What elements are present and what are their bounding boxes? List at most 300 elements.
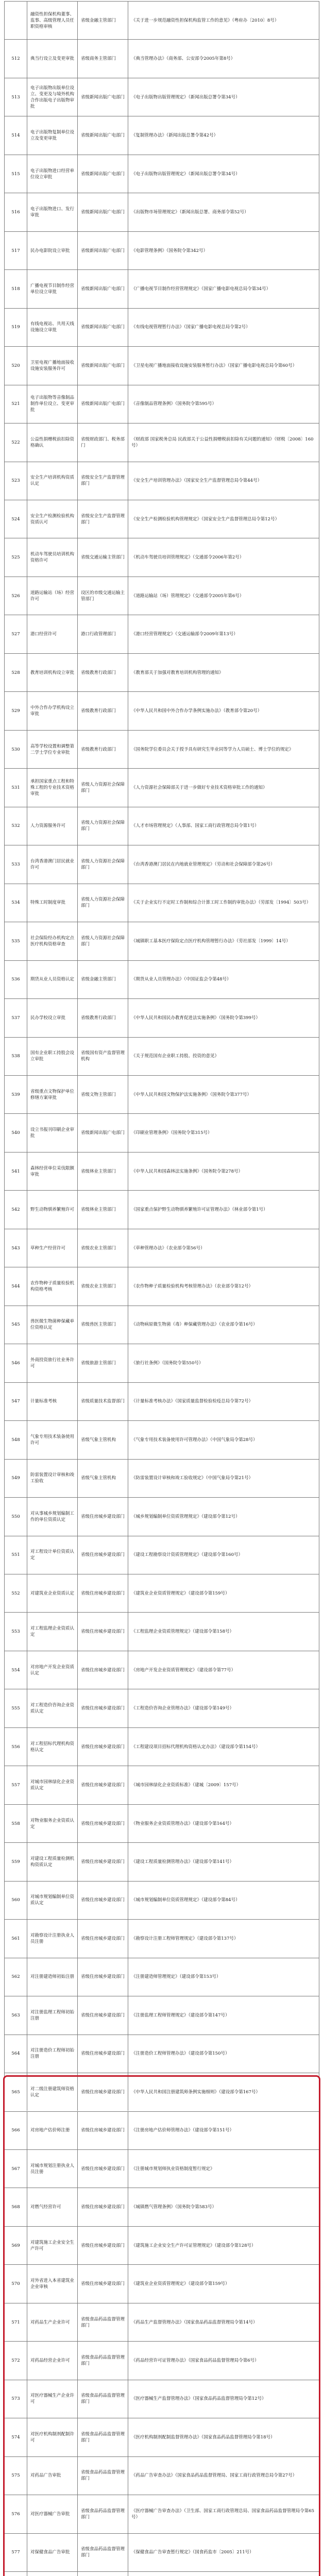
legal-basis: 《关于规范国有企业职工持股、投资的意见》 [131, 1054, 219, 1059]
table-row [4, 615, 319, 653]
item-name: 对医疗机构制剂配制许可 [27, 2418, 78, 2456]
table-row [4, 116, 319, 154]
legal-basis: 《中华人民共和国森林法实施条例》（国务院令第278号） [131, 1168, 243, 1174]
item-name: 期货从业人员资格认定 [27, 961, 78, 998]
row-number: 530 [5, 731, 27, 768]
item-name: 承担国家重点工程和特殊工程的专业技术资格审批 [27, 769, 78, 806]
row-number: 516 [5, 193, 27, 231]
item-name: 电子出版物等音像制品制作单位设立、变更审批 [27, 385, 78, 423]
item-name: 计量标准考核 [27, 1383, 78, 1420]
department: 省级教育行政部门 [78, 654, 128, 691]
department: 省级商务主管部门 [78, 40, 128, 77]
department: 省级住房城乡建设部门 [78, 1843, 128, 1880]
department: 省级住房城乡建设部门 [78, 2227, 128, 2264]
legal-basis: 《农作物种子质量检验机构考核管理办法》（农业部令第12号） [131, 1284, 253, 1290]
item-name: 对城市园林绿化企业资质认定 [27, 1766, 78, 1804]
table-row [4, 2226, 319, 2264]
department: 省级住房城乡建设部门 [78, 1882, 128, 1919]
legal-basis: 《国务院学位委员会关于授予具有研究生毕业同等学力人员硕士、博士学位的规定》 [131, 747, 294, 752]
table-row [4, 884, 319, 922]
department: 省级住房城乡建设部门 [78, 1651, 128, 1689]
department: 省级新闻出版广电部门 [78, 155, 128, 193]
item-name: 气象专用技术装备使用许可 [27, 1421, 78, 1459]
department: 省级食品药品监督管理部门 [78, 2380, 128, 2418]
item-name: 对二级注册建筑师资格认定 [27, 2073, 78, 2111]
item-name: 道路运输站（场）经营许可 [27, 577, 78, 615]
table-row [4, 1766, 319, 1804]
row-number: 517 [5, 232, 27, 269]
legal-basis: 《动物病原微生物菌（毒）种保藏管理办法》（农业部令第16号） [131, 1322, 258, 1328]
table-row [4, 1, 319, 39]
legal-basis: 《中华人民共和国民办教育促进法实施条例》（国务院令第399号） [131, 1015, 260, 1021]
table-row [4, 1727, 319, 1766]
row-number: 574 [5, 2418, 27, 2456]
legal-basis: 《台湾香港澳门居民在内地就业管理规定》（劳动和社会保障部令第26号） [131, 861, 275, 867]
department: 设区的市级交通运输主管部门 [78, 577, 128, 615]
table-row [4, 2149, 319, 2188]
legal-basis: 《电影管理条例》（国务院令第342号） [131, 248, 208, 253]
department: 省级食品药品监督管理部门 [78, 2418, 128, 2456]
table-row [4, 78, 319, 116]
item-name: 对城市规划注册执业人员注册 [27, 2150, 78, 2188]
legal-basis: 《保健食品广告审查暂行规定》（国食药监市〔2005〕211号） [131, 2550, 254, 2555]
table-row [4, 2418, 319, 2456]
legal-basis: 《关于进一步规范融资性担保机构监管工作的意见》（粤府办〔2010〕8号） [131, 18, 279, 23]
row-number: 571 [5, 2303, 27, 2341]
legal-basis: 《电子出版物出版管理规定》（新闻出版总署令第34号） [131, 171, 240, 177]
row-number: 553 [5, 1613, 27, 1650]
item-name: 对建设工程质量检测机构资质认定 [27, 1843, 78, 1880]
item-name: 对工程监理企业资质认定 [27, 1613, 78, 1650]
department: 省级住房城乡建设部门 [78, 1728, 128, 1766]
legal-basis: 《医疗器械广告审查办法》（卫生部、国家工商行政管理总局、国家食品药品监督管理局令第65号） [131, 2508, 315, 2520]
table-row [4, 845, 319, 883]
department: 省级气象主管机构 [78, 1460, 128, 1497]
item-name: 典当行设立及变更审批 [27, 40, 78, 77]
legal-basis: 《复制管理办法》（新闻出版总署令第42号） [131, 133, 218, 139]
department: 省级人力资源社会保障部门 [78, 769, 128, 806]
row-number: 545 [5, 1306, 27, 1344]
department: 省级教育行政部门 [78, 692, 128, 730]
department: 省级人力资源社会保障部门 [78, 884, 128, 922]
legal-basis: 《建筑业企业资质管理规定》（建设部令第159号） [131, 2281, 230, 2287]
department: 省级教育行政部门 [78, 999, 128, 1037]
row-number: 534 [5, 884, 27, 922]
department: 省级住房城乡建设部门 [78, 1958, 128, 1996]
row-number: 526 [5, 577, 27, 615]
row-number: 515 [5, 155, 27, 193]
table-row [4, 462, 319, 500]
table-row [4, 1420, 319, 1459]
row-number: 570 [5, 2265, 27, 2302]
department: 省级农业主管部门 [78, 1267, 128, 1305]
row-number: 572 [5, 2342, 27, 2379]
item-name: 公益性捐赠税前扣除资格确认 [27, 423, 78, 461]
table-row [4, 2188, 319, 2226]
legal-basis: 《建筑施工企业安全生产许可证管理规定》（建设部令第128号） [131, 2243, 256, 2248]
department: 省级文物主管部门 [78, 1076, 128, 1113]
row-number: 561 [5, 1920, 27, 1957]
item-name: 外商投资旅行社业务许可 [27, 1344, 78, 1382]
row-number: 544 [5, 1267, 27, 1305]
row-number: 552 [5, 1574, 27, 1612]
row-number: 576 [5, 2495, 27, 2533]
department: 省级新闻出版广电部门 [78, 385, 128, 423]
row-number: 564 [5, 2035, 27, 2073]
table-row [4, 1267, 319, 1305]
table-row [4, 231, 319, 269]
legal-basis: 《工程建设项目招标代理机构资格认定办法》（建设部令第154号） [131, 1744, 260, 1750]
department: 省级住房城乡建设部门 [78, 2265, 128, 2302]
table-row [4, 1996, 319, 2034]
table-row [4, 577, 319, 615]
row-number [5, 2, 27, 39]
department: 省级住房城乡建设部门 [78, 1766, 128, 1804]
table-row [4, 1536, 319, 1574]
department: 省级兽医主管部门 [78, 1306, 128, 1344]
table-row [4, 269, 319, 308]
item-name: 对医疗器械生产企业许可 [27, 2380, 78, 2418]
item-name: 设立书报刊印刷企业审批 [27, 1114, 78, 1151]
table-row [4, 1804, 319, 1842]
row-number: 520 [5, 347, 27, 384]
legal-basis: 《医疗器械生产监督管理办法》（国家食品药品监督管理局令第12号） [131, 2396, 266, 2402]
table-row [4, 2533, 319, 2571]
row-number: 555 [5, 1689, 27, 1727]
legal-basis: 《音像制品管理条例》（国务院令第595号） [131, 401, 216, 407]
item-name: 电子出版物复制单位设立及变更审批 [27, 116, 78, 154]
legal-basis: 《财政部 国家税务总局 民政部关于公益性捐赠税前扣除有关问题的通知》（财税〔2008〕160号） [131, 436, 314, 448]
legal-basis: 《道路运输站（场）管理规定》（交通部令2005年第6号） [131, 593, 244, 599]
legal-basis: 《电子出版物出版管理规定》（新闻出版总署令第34号） [131, 94, 240, 100]
item-name: 对房地产开发企业资质认定 [27, 1651, 78, 1689]
row-number: 542 [5, 1191, 27, 1228]
legal-basis: 《关于企业实行不定时工作制和综合计算工时工作制的审批办法》（劳部发〔1994〕503号） [131, 900, 311, 906]
legal-basis: 《计量标准考核办法》（国家质量监督检验检疫总局令第72号） [131, 1399, 253, 1404]
item-name: 对工程招标代理机构资格认定 [27, 1728, 78, 1766]
row-number: 565 [5, 2073, 27, 2111]
legal-basis: 《城市规划编制单位资质管理规定》（建设部令第84号） [131, 1897, 240, 1903]
table-row [4, 1612, 319, 1650]
item-name: 对勘察设计注册执业人员注册 [27, 1920, 78, 1957]
department: 省级安全生产监督管理部门 [78, 500, 128, 538]
table-row [4, 998, 319, 1037]
legal-basis: 《有线电视管理暂行办法》（国家广播电影电视总局令第2号） [131, 325, 250, 330]
item-name: 对建筑施工企业安全生产许可 [27, 2227, 78, 2264]
row-number: 575 [5, 2457, 27, 2495]
table-row [4, 691, 319, 730]
table-row [4, 1344, 319, 1382]
table-row [4, 2264, 319, 2302]
legal-basis: 《建筑业企业资质管理规定》（建设部令第159号） [131, 1590, 230, 1596]
item-name: 草种生产经营许可 [27, 1229, 78, 1267]
table-row [4, 653, 319, 691]
row-number: 538 [5, 1038, 27, 1075]
department: 港口行政管理部门 [78, 615, 128, 653]
legal-basis: 《建设工程质量检测管理办法》（建设部令第141号） [131, 1859, 234, 1865]
table-row [4, 960, 319, 998]
legal-basis: 《国家重点保护野生动物驯养繁殖许可证管理办法》（林业部令第1号） [131, 1207, 268, 1213]
table-row [4, 346, 319, 384]
department: 省级新闻出版广电部门 [78, 116, 128, 154]
department: 省级住房城乡建设部门 [78, 1498, 128, 1535]
department: 省级食品药品监督管理部门 [78, 2303, 128, 2341]
row-number: 532 [5, 807, 27, 845]
table-row [4, 1459, 319, 1497]
legal-basis: 《建设工程勘察设计资质管理规定》（建设部令第160号） [131, 1552, 243, 1558]
item-name: 对建筑业企业资质认定 [27, 1574, 78, 1612]
row-number: 543 [5, 1229, 27, 1267]
department: 省级住房城乡建设部门 [78, 1996, 128, 2034]
row-number: 528 [5, 654, 27, 691]
row-number: 549 [5, 1460, 27, 1497]
legal-basis: 《安全生产培训管理办法》（国家安全生产监督管理总局令第44号） [131, 478, 262, 484]
table-row [4, 1574, 319, 1612]
row-number: 529 [5, 692, 27, 730]
legal-basis: 《勘察设计注册工程师管理规定》（建设部令第137号） [131, 1936, 238, 1941]
legal-basis: 《注册建造师管理规定》（建设部令第153号） [131, 1974, 221, 1980]
row-number: 554 [5, 1651, 27, 1689]
table-row [4, 1113, 319, 1151]
legal-basis: 《工程监理企业资质管理规定》（建设部令第158号） [131, 1629, 234, 1635]
department: 省级住房城乡建设部门 [78, 2150, 128, 2188]
row-number: 531 [5, 769, 27, 806]
item-name: 对工程造价咨询企业资质认定 [27, 1689, 78, 1727]
table-row [4, 1958, 319, 1996]
department: 省级食品药品监督管理部门 [78, 2534, 128, 2571]
department: 省级新闻出版广电部门 [78, 78, 128, 116]
row-number: 568 [5, 2188, 27, 2226]
department: 省级农业主管部门 [78, 1229, 128, 1267]
table-row [4, 538, 319, 576]
row-number: 550 [5, 1498, 27, 1535]
table-row [4, 385, 319, 423]
item-name: 有线电视站、共用天线设施设立审批 [27, 309, 78, 346]
item-name: 人力资源服务许可 [27, 807, 78, 845]
department: 省级国有资产监督管理机构 [78, 1038, 128, 1075]
item-name: 国有企业职工持股会设立审批 [27, 1038, 78, 1075]
item-name: 教育培训机构设立审批 [27, 654, 78, 691]
legal-basis: 《注册监理工程师管理规定》（建设部令第147号） [131, 2012, 230, 2018]
item-name: 民办电影院设立审批 [27, 232, 78, 269]
row-number: 513 [5, 78, 27, 116]
row-number: 567 [5, 2150, 27, 2188]
department: 省级住房城乡建设部门 [78, 1574, 128, 1612]
row-number [5, 2572, 27, 2576]
legal-basis: 《工程造价咨询企业管理办法》（建设部令第149号） [131, 1706, 234, 1711]
department: 省级金融主管部门 [78, 2, 128, 39]
row-number: 522 [5, 423, 27, 461]
table-row [4, 1075, 319, 1113]
department: 省级住房城乡建设部门 [78, 1689, 128, 1727]
legal-basis: 《城镇燃气管理条例》（国务院令第583号） [131, 2205, 216, 2210]
table-row [4, 2495, 319, 2533]
item-name: 对从事城乡规划编制工作的单位资质认定 [27, 1498, 78, 1535]
item-name: 兽医微生物菌种保藏单位资格认定 [27, 1306, 78, 1344]
row-number: 527 [5, 615, 27, 653]
row-number: 539 [5, 1076, 27, 1113]
table-row [4, 1306, 319, 1344]
legal-basis: 《广播电视节目制作经营管理规定》（国家广播电影电视总局令第34号） [131, 286, 271, 292]
legal-basis: 《城市园林绿化企业资质标准》（建城〔2009〕157号） [131, 1783, 241, 1788]
table-row [4, 1881, 319, 1919]
row-number: 558 [5, 1805, 27, 1842]
row-number: 557 [5, 1766, 27, 1804]
legal-basis: 《机动车驾驶员培训管理规定》（交通部令2006年第2号） [131, 555, 244, 561]
table-row [4, 922, 319, 960]
row-number: 556 [5, 1728, 27, 1766]
department: 省级食品药品监督管理部门 [78, 2342, 128, 2379]
department: 省级质量技术监督部门 [78, 1383, 128, 1420]
table-row [4, 2303, 319, 2341]
item-name: 对城市规划编制单位资质认定 [27, 1882, 78, 1919]
legal-basis: 《中华人民共和国中外合作办学条例实施办法》（教育部令第20号） [131, 708, 262, 714]
department: 省级新闻出版广电部门 [78, 347, 128, 384]
item-name: 对注册建造师初始注册 [27, 1958, 78, 1996]
table-row [4, 807, 319, 845]
department: 省级旅游主管部门 [78, 1344, 128, 1382]
row-number: 518 [5, 270, 27, 308]
table-row [4, 155, 319, 193]
table-row [4, 2571, 319, 2576]
item-name [27, 2572, 78, 2576]
table-row [4, 1229, 319, 1267]
row-number: 563 [5, 1996, 27, 2034]
item-name: 对注册造价工程师初始注册 [27, 2035, 78, 2073]
row-number: 523 [5, 462, 27, 500]
legal-basis: 《港口经营管理规定》（交通运输部令2009年第13号） [131, 632, 238, 637]
item-name: 对房地产估价师注册 [27, 2112, 78, 2149]
department: 省级教育行政部门 [78, 731, 128, 768]
item-name: 对药品经营企业许可 [27, 2342, 78, 2379]
legal-basis: 《物业服务企业资质管理办法》（建设部令第164号） [131, 1821, 234, 1826]
row-number: 514 [5, 116, 27, 154]
item-name: 港口经营许可 [27, 615, 78, 653]
table-row [4, 2456, 319, 2495]
item-name: 机动车驾驶员培训机构资格许可 [27, 538, 78, 576]
item-name: 民办学校设立审批 [27, 999, 78, 1037]
department: 省级住房城乡建设部门 [78, 1613, 128, 1650]
legal-basis: 《注册房地产估价师管理办法》（建设部令第151号） [131, 2128, 234, 2133]
department: 省级住房城乡建设部门 [78, 1920, 128, 1957]
row-number: 560 [5, 1882, 27, 1919]
legal-basis: 《药品经营许可证管理办法》（国家食品药品监督管理局令第6号） [131, 2358, 259, 2363]
table-row [4, 193, 319, 231]
department: 省级金融主管部门 [78, 961, 128, 998]
item-name: 对药品广告审批 [27, 2457, 78, 2495]
item-name: 省级重点文物保护单位修缮方案审批 [27, 1076, 78, 1113]
legal-basis: 《城乡规划编制单位资质管理规定》（建设部令第12号） [131, 1514, 240, 1519]
legal-basis: 《旅行社条例》（国务院令第550号） [131, 1360, 203, 1366]
row-number: 541 [5, 1153, 27, 1190]
item-name: 对工程设计单位资质认定 [27, 1536, 78, 1574]
legal-basis: 《药品生产监督管理办法》（国家食品药品监督管理局令第14号） [131, 2319, 258, 2325]
department: 省级人力资源社会保障部门 [78, 922, 128, 960]
legal-basis: 《教育部关于加强对教育培训机构管理的通知》 [131, 670, 224, 675]
row-number: 577 [5, 2534, 27, 2571]
department: 省级新闻出版广电部门 [78, 270, 128, 308]
row-number: 559 [5, 1843, 27, 1880]
row-number: 540 [5, 1114, 27, 1151]
legal-basis: 《防雷装置设计审核和竣工验收规定》（中国气象局令第21号） [131, 1476, 253, 1481]
row-number: 551 [5, 1536, 27, 1574]
item-name: 台湾香港澳门居民就业许可 [27, 845, 78, 883]
table-row [4, 308, 319, 346]
item-name: 广播电视节目制作经营单位设立审批 [27, 270, 78, 308]
item-name: 对药品生产企业许可 [27, 2303, 78, 2341]
table-row [4, 730, 319, 768]
table-row [4, 2380, 319, 2418]
table-row [4, 1190, 319, 1228]
row-number: 573 [5, 2380, 27, 2418]
department: 省级住房城乡建设部门 [78, 1805, 128, 1842]
item-name: 对医疗器械广告审批 [27, 2495, 78, 2533]
item-name: 对燃气经营许可 [27, 2188, 78, 2226]
row-number: 519 [5, 309, 27, 346]
department: 省级住房城乡建设部门 [78, 2035, 128, 2073]
row-number: 524 [5, 500, 27, 538]
item-name: 高等学校设置和调整第二学士学位专业审批 [27, 731, 78, 768]
row-number: 546 [5, 1344, 27, 1382]
department: 省级林业主管部门 [78, 1191, 128, 1228]
legal-basis: 《中华人民共和国文物保护法实施条例》（国务院令第377号） [131, 1092, 251, 1097]
row-number: 525 [5, 538, 27, 576]
legal-basis: 《人力资源社会保障部关于进一步做好专业技术资格审批工作的通知》 [131, 785, 267, 790]
table-row [4, 423, 319, 461]
item-name: 融资性担保机构董事、监事、高级管理人员任职资格审核 [27, 2, 78, 39]
legal-basis: 《出版物市场管理规定》（新闻出版总署、商务部令第52号） [131, 210, 249, 215]
department: 省级新闻出版广电部门 [78, 232, 128, 269]
item-name: 安全生产检测检验机构资质认可 [27, 500, 78, 538]
legal-basis [128, 2572, 320, 2576]
department [78, 2572, 128, 2576]
table-row [4, 1037, 319, 1075]
row-number: 537 [5, 999, 27, 1037]
row-number: 533 [5, 845, 27, 883]
department: 省级食品药品监督管理部门 [78, 2457, 128, 2495]
department: 省级交通运输主管部门 [78, 538, 128, 576]
department: 省级财政部门、税务部门 [78, 423, 128, 461]
legal-basis: 《人才市场管理规定》（人事部、国家工商行政管理总局令第1号） [131, 823, 259, 829]
legal-basis: 《卫星电视广播地面接收设施安装服务暂行办法》（国家广播电影电视总局令第60号） [131, 363, 297, 368]
table-row [4, 1152, 319, 1190]
item-name: 特殊工时制度审批 [27, 884, 78, 922]
table-row [4, 1651, 319, 1689]
row-number: 569 [5, 2227, 27, 2264]
item-name: 野生动物驯养繁殖许可 [27, 1191, 78, 1228]
item-name: 电子出版物进口经营单位设立审批 [27, 155, 78, 193]
department: 省级新闻出版广电部门 [78, 1114, 128, 1151]
legal-basis: 《注册造价工程师管理办法》（建设部令第150号） [131, 2051, 230, 2057]
department: 省级食品药品监督管理部门 [78, 2495, 128, 2533]
table-row [4, 500, 319, 538]
item-name: 森林经营单位采伐限额审批 [27, 1153, 78, 1190]
item-name: 对外省进入本省建筑业企业审核 [27, 2265, 78, 2302]
table-row [4, 1842, 319, 1880]
department: 省级住房城乡建设部门 [78, 2073, 128, 2111]
department: 省级住房城乡建设部门 [78, 2112, 128, 2149]
row-number: 548 [5, 1421, 27, 1459]
row-number: 521 [5, 385, 27, 423]
legal-basis: 《印刷业管理条例》（国务院令第315号） [131, 1130, 212, 1136]
row-number: 562 [5, 1958, 27, 1996]
table-row [4, 39, 319, 77]
item-name: 防雷装置设计审核和竣工验收 [27, 1460, 78, 1497]
item-name: 卫星电视广播地面接收设施安装服务许可 [27, 347, 78, 384]
department: 省级安全生产监督管理部门 [78, 462, 128, 500]
item-name: 中外合作办学机构设立审批 [27, 692, 78, 730]
item-name: 对保健食品广告审批 [27, 2534, 78, 2571]
